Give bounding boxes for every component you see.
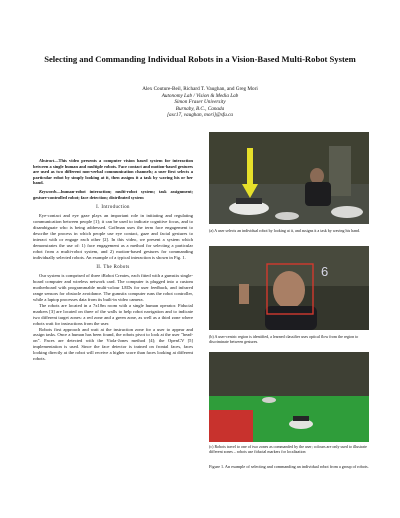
author-location: Burnaby, B.C., Canada [175,105,225,112]
keywords-lead: Keywords [39,188,57,194]
panel-b-number: 6 [321,264,329,279]
abstract-lead: Abstract [39,158,55,163]
robots-paragraph-2: The robots are located in a 7x10m room with a single human operator. Fiducial markers [3] are located on three of the walls to help robot navigation and to indicate two different target zones: a red zone and a green zone, as well as a third zone where robots wait for instructions from the user. [33,302,193,326]
section-heading-robots: II. The Robots [96,265,130,271]
figure-panel-c [209,352,369,442]
figure-panel-b [209,246,369,330]
figure-a-photo [209,132,369,224]
caption-b: (b) A user-centric region is identified, a learned classifier uses optical flow from the region to discriminate between gestures. [209,334,359,344]
author-block [90,86,310,119]
figure-panel-a [209,132,369,224]
introduction-paragraph: Eye-contact and eye gaze plays an important role in initiating and regulating communication between people [1]; it can be used to indicate cognitive focus, and to disambiguate who is being addressed. Goffman uses the term face engagement to describe the process in which people use eye contact, gaze and facial gestures to interact with or engage each other [2]. In this video, we present a system which demonstrates the use of: 1) face engagement as a method for selecting a particular robot from a multi-robot system, and 2) motion-based gestures for commanding individually selected robots. An example of a typical interaction is shown in Fig. 1. [33,213,193,260]
abstract-text: —This video presents a computer vision based system for interaction between a single human and multiple robots. Face contact and motion-based gestures are used as two different non-verbal communication channels; a user first selects a particular robot by simply looking at it, then assigns it a task by waving his or her hand. [33,158,193,186]
robots-paragraph-1: Our system is comprised of three iRobot Creates, each fitted with a gumstix single-board computer and wireless network card. The computer is plugged into a custom motherboard with programmable multi-colour LEDs for user feedback, and infrared range sensors for obstacle avoidance. The gumstix computer runs the robot controller, while a laptop processes data from its built-in video camera. [33,273,193,303]
figure-b-photo [209,246,369,330]
author-lab: Autonomy Lab / Vision & Media Lab [161,92,239,99]
caption-a: (a) A user selects an individual robot by looking at it, and assigns it a task by waving his hand. [209,228,360,233]
author-university: Simon Fraser University [174,99,226,106]
figure-caption: Figure 1. An example of selecting and commanding an individual robot from a group of robots. [209,464,369,469]
left-column [33,158,193,362]
figure-c-photo [209,352,369,442]
abstract [33,158,193,186]
author-email: [asc17, vaughan, mori]@sfu.ca [166,112,233,119]
section-heading-introduction: I. Introduction [96,205,130,211]
keywords: Keywords—human-robot interaction; multi-robot system; task assignment; gesture-controlled robot; face detection; distributed system [33,188,193,200]
paper-title: Selecting and Commanding Individual Robots in a Vision-Based Multi-Robot System [44,54,356,64]
keywords-text: human-robot interaction; multi-robot system; task assignment; gesture-controlled robot; face detection; distributed system [33,188,193,200]
red-zone [209,410,253,442]
arrow-shaft [247,148,253,186]
caption-c: (c) Robots travel to one of two zones as commanded by the user; colours are only used to illustrate different zones – robots use fiducial markers for localization [209,444,367,454]
robots-paragraph-3: Robots first approach and wait at the instruction zone for a user to appear and assign tasks. Once a human has been found, the robots pivot to look at the user "head-on". Faces are detected with the Viola-Jones method [4]; the OpenCV [5] implementation is used. Since the face detector is trained on frontal faces, faces looking directly at the robot will receive a higher score than faces looking at different robots. [33,326,193,362]
author-names: Alex Couture-Beil, Richard T. Vaughan, and Greg Mori [142,86,258,92]
